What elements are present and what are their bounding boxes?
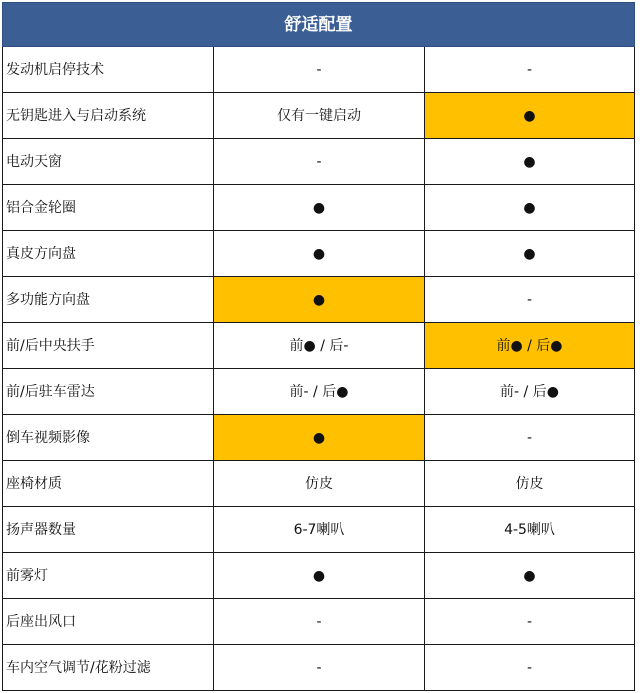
- feature-label: 铝合金轮圈: [3, 185, 214, 231]
- model-b-value: -: [425, 47, 635, 93]
- feature-label: 电动天窗: [3, 139, 214, 185]
- table-row: [3, 47, 635, 93]
- model-a-value: -: [214, 645, 425, 691]
- table-title-row: [3, 3, 635, 47]
- model-b-value: -: [425, 645, 635, 691]
- model-b-value: -: [425, 415, 635, 461]
- feature-label: 前/后中央扶手: [3, 323, 214, 369]
- table-row: [3, 599, 635, 645]
- model-a-value: 仅有一键启动: [214, 93, 425, 139]
- table-row: [3, 93, 635, 139]
- model-a-value: -: [214, 47, 425, 93]
- table-row: [3, 139, 635, 185]
- model-a-value: 仿皮: [214, 461, 425, 507]
- feature-label: 无钥匙进入与启动系统: [3, 93, 214, 139]
- model-b-value: -: [425, 599, 635, 645]
- table-row: [3, 461, 635, 507]
- comfort-config-table: [2, 2, 635, 691]
- model-a-value: ●: [214, 185, 425, 231]
- table-row: [3, 231, 635, 277]
- model-a-value-highlighted: ●: [214, 415, 425, 461]
- feature-label: 扬声器数量: [3, 507, 214, 553]
- model-a-value: ●: [214, 231, 425, 277]
- table-row: [3, 645, 635, 691]
- table-row: [3, 553, 635, 599]
- feature-label: 发动机启停技术: [3, 47, 214, 93]
- model-a-value: ●: [214, 553, 425, 599]
- feature-label: 真皮方向盘: [3, 231, 214, 277]
- feature-label: 车内空气调节/花粉过滤: [3, 645, 214, 691]
- feature-label: 倒车视频影像: [3, 415, 214, 461]
- feature-label: 后座出风口: [3, 599, 214, 645]
- table-row: [3, 277, 635, 323]
- model-b-value: ●: [425, 231, 635, 277]
- table-row: [3, 185, 635, 231]
- table-row: [3, 507, 635, 553]
- model-b-value: ●: [425, 139, 635, 185]
- table-title: 舒适配置: [3, 3, 635, 47]
- feature-label: 前/后驻车雷达: [3, 369, 214, 415]
- model-b-value: 前- / 后●: [425, 369, 635, 415]
- feature-label: 多功能方向盘: [3, 277, 214, 323]
- model-a-value-highlighted: ●: [214, 277, 425, 323]
- model-b-value: 仿皮: [425, 461, 635, 507]
- model-b-value-highlighted: 前● / 后●: [425, 323, 635, 369]
- model-b-value: ●: [425, 553, 635, 599]
- model-a-value: 前● / 后-: [214, 323, 425, 369]
- model-b-value-highlighted: ●: [425, 93, 635, 139]
- table-row: [3, 369, 635, 415]
- model-b-value: -: [425, 277, 635, 323]
- feature-label: 前雾灯: [3, 553, 214, 599]
- table-row: [3, 323, 635, 369]
- model-a-value: -: [214, 599, 425, 645]
- table-row: [3, 415, 635, 461]
- model-a-value: 6-7喇叭: [214, 507, 425, 553]
- model-b-value: ●: [425, 185, 635, 231]
- model-a-value: 前- / 后●: [214, 369, 425, 415]
- model-a-value: -: [214, 139, 425, 185]
- feature-label: 座椅材质: [3, 461, 214, 507]
- model-b-value: 4-5喇叭: [425, 507, 635, 553]
